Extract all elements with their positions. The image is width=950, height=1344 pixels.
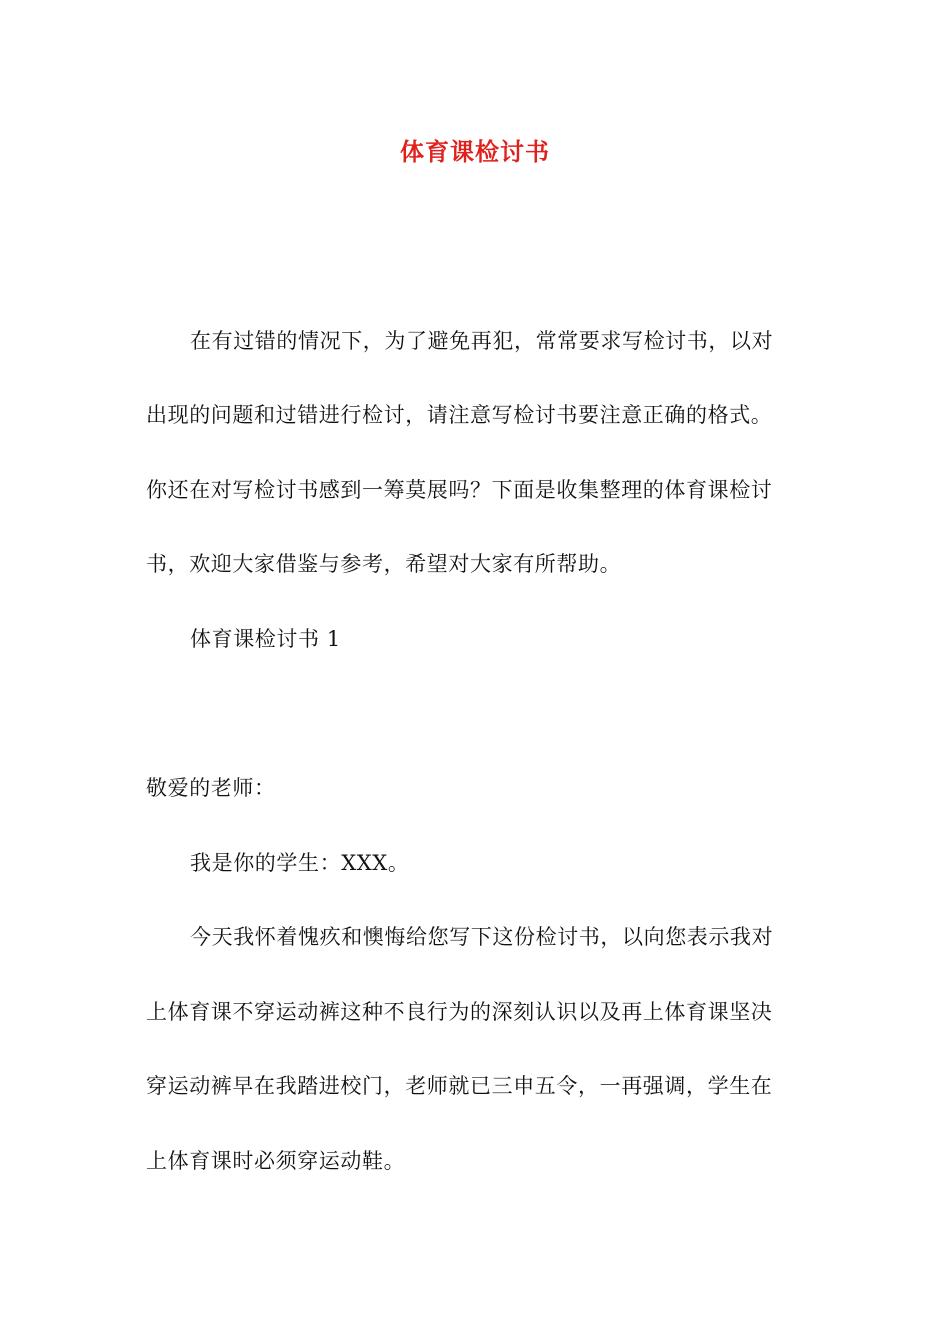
section-heading: 体育课检讨书 1 — [190, 627, 341, 651]
intro-line-4: 书，欢迎大家借鉴与参考，希望对大家有所帮助。 — [146, 552, 622, 576]
body-line-1: 今天我怀着愧疚和懊悔给您写下这份检讨书，以向您表示我对 — [190, 925, 774, 949]
intro-line-1: 在有过错的情况下，为了避免再犯，常常要求写检讨书，以对 — [190, 329, 774, 353]
intro-line-2: 出现的问题和过错进行检讨，请注意写检讨书要注意正确的格式。 — [146, 403, 773, 427]
intro-line-3: 你还在对写检讨书感到一筹莫展吗？下面是收集整理的体育课检讨 — [146, 478, 773, 502]
body-line-4: 上体育课时必须穿运动鞋。 — [146, 1149, 406, 1173]
salutation: 敬爱的老师： — [146, 776, 276, 800]
body-line-3: 穿运动裤早在我踏进校门，老师就已三申五令，一再强调，学生在 — [146, 1074, 773, 1098]
document-title: 体育课检讨书 — [400, 137, 550, 166]
self-intro: 我是你的学生：XXX。 — [190, 851, 410, 875]
body-line-2: 上体育课不穿运动裤这种不良行为的深刻认识以及再上体育课坚决 — [146, 1000, 773, 1024]
